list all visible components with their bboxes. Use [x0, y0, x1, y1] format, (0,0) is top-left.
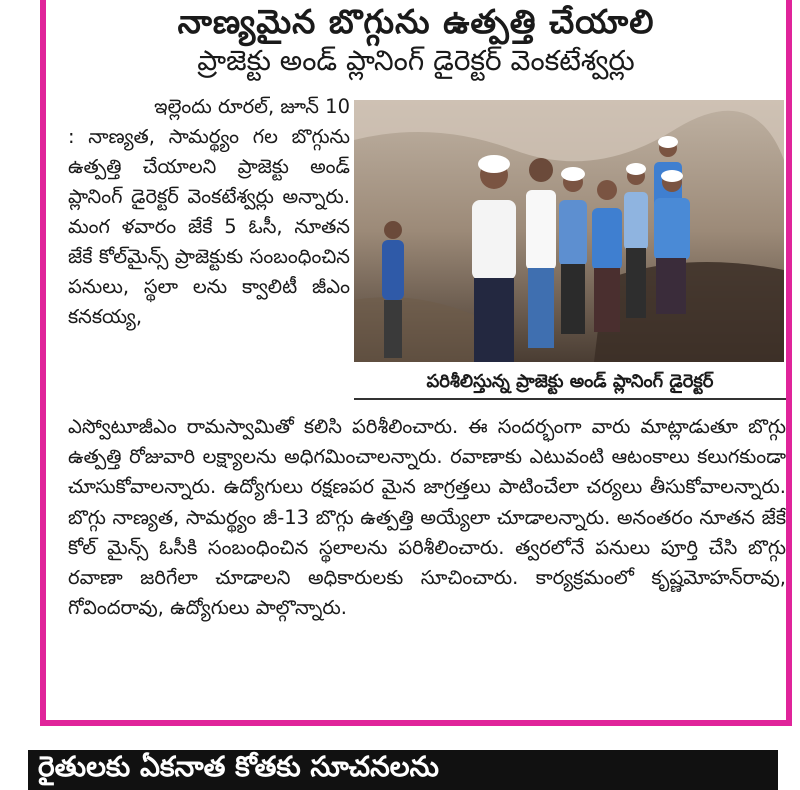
headline: నాణ్యమైన బొగ్గును ఉత్పత్తి చేయాలి	[177, 2, 655, 41]
body-paragraph: ఎస్వోటూజీఎం రామస్వామితో కలిసి పరిశీలించారు. ఈ సందర్భంగా వారు మాట్లాడుతూ బొగ్గు ఉత్పత్తి రోజువారి లక్ష్యాలను అధిగమించాలన్నారు. రవాణాకు ఎటువంటి ఆటంకాలు కలుగకుండా చూసుకోవాలన్నారు. ఉద్యోగులు రక్షణపర మైన జాగ్రత్తలు పాటించేలా చర్యలు తీసుకోవాలన్నారు. బొగ్గు నాణ్యత, సామర్థ్యం జీ-13 బొగ్గు ఉత్పత్తి అయ్యేలా చూడాలన్నారు. అనంతరం నూతన జేకే కోల్ మైన్స్ ఓసీకి సంబంధించిన స్థలాలను పరిశీలించారు. త్వరలోనే పనులు పూర్తి చేసి బొగ్గు రవాణా జరిగేలా చూడాలని అధికారులకు సూచించారు. కార్యక్రమంలో కృష్ణమోహన్‌రావు, గోవిందరావు, ఉద్యోగులు పాల్గొన్నారు.	[68, 415, 786, 620]
news-photo	[354, 100, 784, 362]
subheadline: ప్రాజెక్టు అండ్ ప్లానింగ్ డైరెక్టర్ వెంకటేశ్వర్లు	[197, 44, 635, 77]
next-article-headline: రైతులకు ఏకనాత కోతకు సూచనలను	[28, 750, 778, 790]
dateline: ఇల్లెందు రూరల్, జూన్ 10	[154, 95, 350, 118]
lead-column	[68, 92, 350, 332]
photo-caption: పరిశీలిస్తున్న ప్రాజెక్టు అండ్ ప్లానింగ్ డైరెక్టర్	[354, 366, 786, 400]
news-clipping	[40, 0, 792, 726]
lead-paragraph: : నాణ్యత, సామర్థ్యం గల బొగ్గును ఉత్పత్తి చేయాలని ప్రాజెక్టు అండ్ ప్లానింగ్ డైరెక్టర్ వెంకటేశ్వర్లు అన్నారు. మంగ ళవారం జేకే 5 ఓసీ, నూతన జేకే కోల్‌మైన్స్ ప్రాజెక్టుకు సంబంధించిన పనులు, స్థలా లను క్వాలిటీ జీఎం కనకయ్య,	[68, 125, 350, 328]
